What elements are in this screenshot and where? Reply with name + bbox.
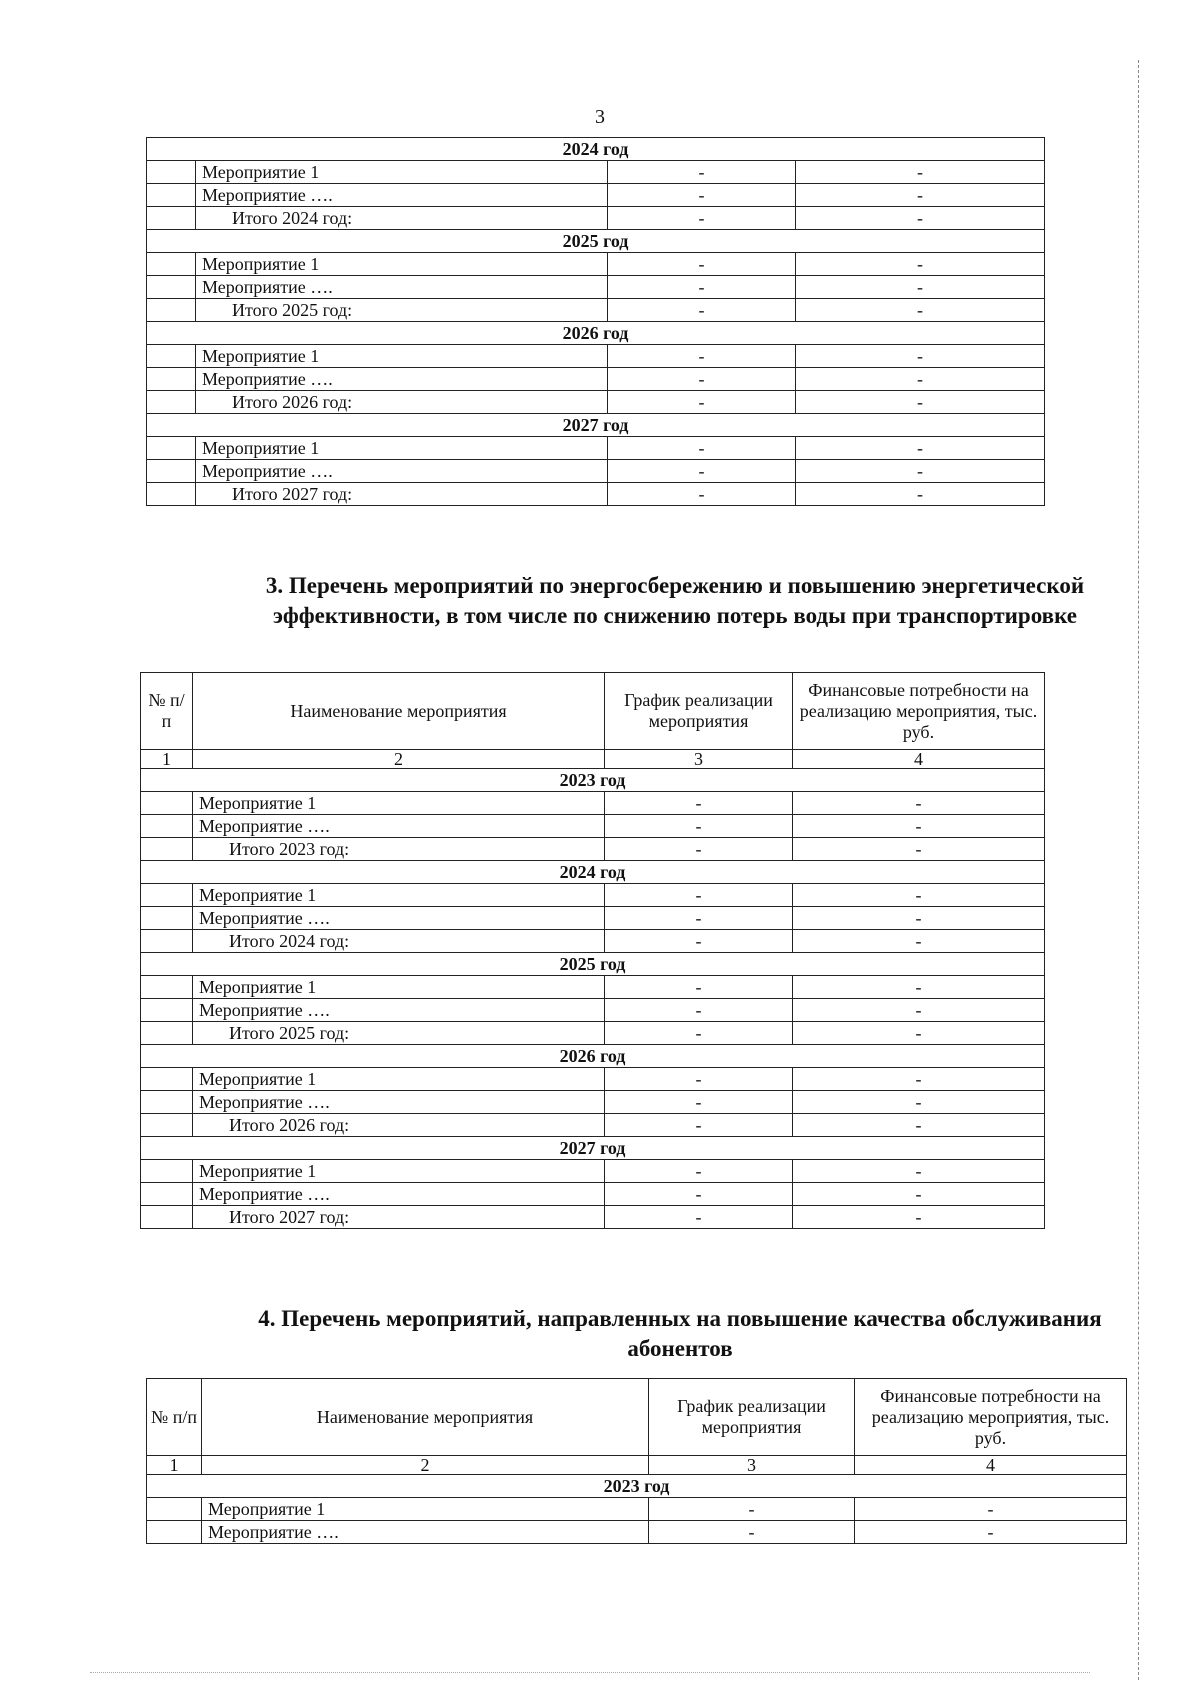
table-row: Мероприятие 1 - - (141, 884, 1045, 907)
table-row: Мероприятие …. - - (147, 276, 1045, 299)
table-row: Мероприятие …. - - (147, 1521, 1127, 1544)
table-row: Мероприятие …. - - (147, 368, 1045, 391)
year-row: 2024 год (141, 861, 1045, 884)
table-row: Мероприятие 1 - - (141, 1160, 1045, 1183)
section4-title: 4. Перечень мероприятий, направленных на повышение качества обслуживания абонентов (258, 1306, 1102, 1361)
header-name: Наименование мероприятия (202, 1379, 649, 1456)
total-row: Итого 2023 год: - - (141, 838, 1045, 861)
year-row: 2027 год (147, 414, 1045, 437)
total-row: Итого 2025 год: - - (141, 1022, 1045, 1045)
header-schedule: График реализации мероприятия (605, 673, 793, 750)
table-row: Мероприятие …. - - (147, 460, 1045, 483)
year-row: 2024 год (147, 138, 1045, 161)
section3-table (140, 672, 1045, 1229)
year-row: 2026 год (147, 322, 1045, 345)
table-row: Мероприятие 1 - - (147, 253, 1045, 276)
table-row: Мероприятие 1 - - (147, 161, 1045, 184)
table-header-row (141, 673, 1045, 750)
page-number: 3 (595, 106, 605, 128)
scan-edge-line (1138, 60, 1139, 1680)
total-row: Итого 2027 год: - - (147, 483, 1045, 506)
table-row: Мероприятие …. - - (141, 1183, 1045, 1206)
table-row: Мероприятие 1 - - (141, 792, 1045, 815)
total-row: Итого 2026 год: - - (147, 391, 1045, 414)
header-finance: Финансовые потребности на реализацию мероприятия, тыс. руб. (855, 1379, 1127, 1456)
header-schedule: График реализации мероприятия (649, 1379, 855, 1456)
table-row: Мероприятие …. - - (141, 815, 1045, 838)
total-row: Итого 2026 год: - - (141, 1114, 1045, 1137)
table-row: Мероприятие …. - - (141, 999, 1045, 1022)
section2-table (146, 137, 1045, 506)
year-row: 2025 год (141, 953, 1045, 976)
total-row: Итого 2025 год: - - (147, 299, 1045, 322)
table-header-row (147, 1379, 1127, 1456)
table-row: Мероприятие 1 - - (147, 345, 1045, 368)
year-row: 2023 год (141, 769, 1045, 792)
column-number-row: 1 2 3 4 (141, 750, 1045, 769)
scan-bottom-noise (90, 1672, 1090, 1673)
total-row: Итого 2027 год: - - (141, 1206, 1045, 1229)
column-number-row: 1 2 3 4 (147, 1456, 1127, 1475)
table-row: Мероприятие 1 - - (147, 1498, 1127, 1521)
table-row: Мероприятие …. - - (147, 184, 1045, 207)
section4-table (146, 1378, 1127, 1544)
section3-title: 3. Перечень мероприятий по энергосбережению и повышению энергетической эффективности, в том числе по снижению потерь воды при транспортировке (265, 573, 1085, 628)
total-row: Итого 2024 год: - - (147, 207, 1045, 230)
header-name: Наименование мероприятия (193, 673, 605, 750)
header-number: № п/п (147, 1379, 202, 1456)
table-row: Мероприятие 1 - - (147, 437, 1045, 460)
year-row: 2026 год (141, 1045, 1045, 1068)
table-row: Мероприятие …. - - (141, 1091, 1045, 1114)
header-number: № п/п (141, 673, 193, 750)
table-row: Мероприятие 1 - - (141, 976, 1045, 999)
table-row: Мероприятие …. - - (141, 907, 1045, 930)
year-row: 2027 год (141, 1137, 1045, 1160)
year-row: 2023 год (147, 1475, 1127, 1498)
table-row: Мероприятие 1 - - (141, 1068, 1045, 1091)
header-finance: Финансовые потребности на реализацию мероприятия, тыс. руб. (793, 673, 1045, 750)
total-row: Итого 2024 год: - - (141, 930, 1045, 953)
year-row: 2025 год (147, 230, 1045, 253)
